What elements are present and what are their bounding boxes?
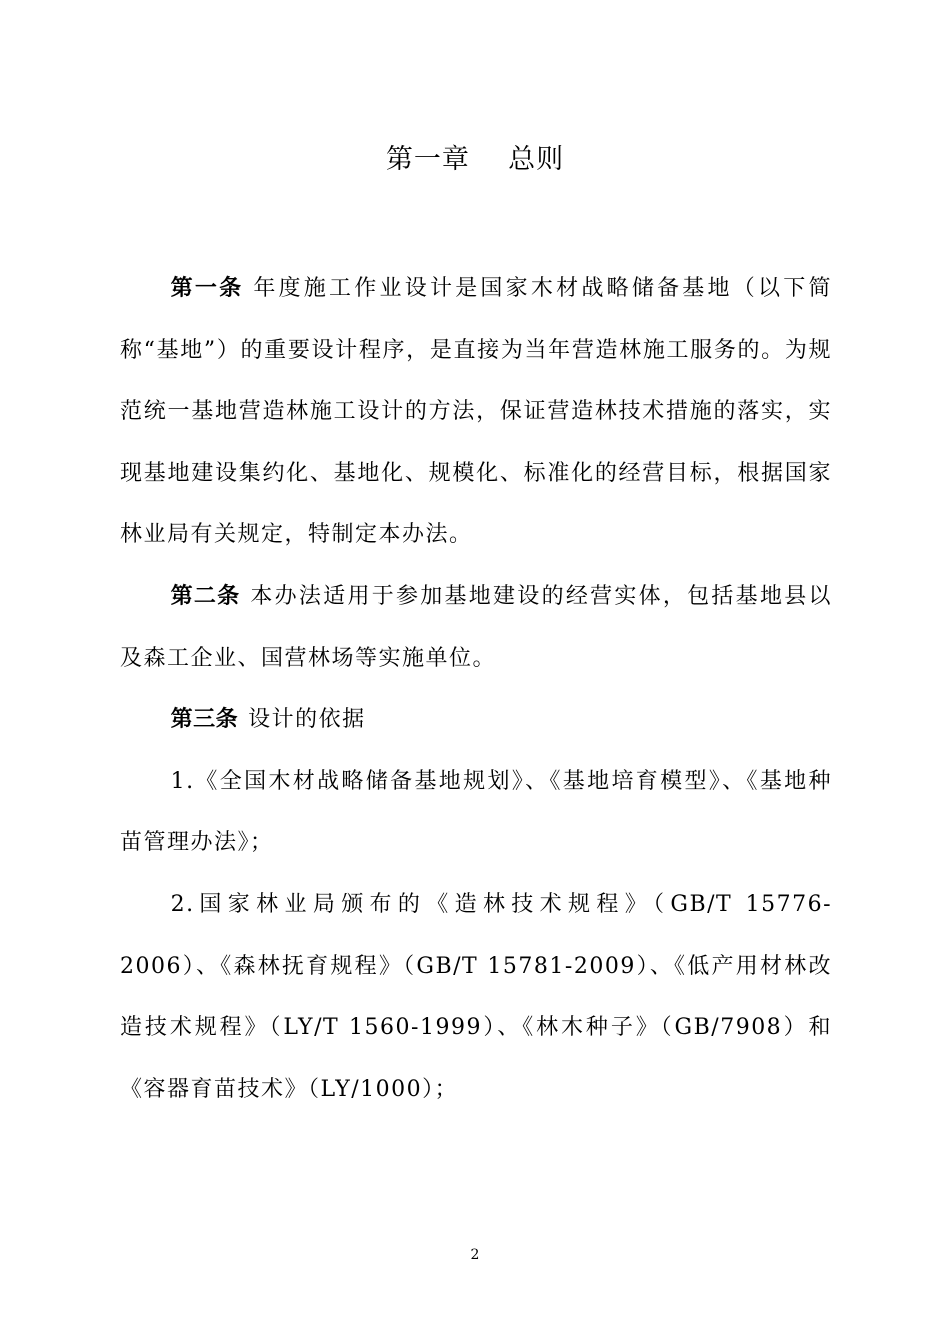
- document-body: [120, 258, 832, 1120]
- list-item-2: 2.国家林业局颁布的《造林技术规程》（GB/T 15776-2006）、《森林抚育规程》（GB/T 15781-2009）、《低产用材林改造技术规程》（LY/T 1560-1999）、《林木种子》（GB/7908）和《容器育苗技术》（LY/1000）；: [120, 891, 832, 1102]
- article-label-3: 第三条: [170, 707, 239, 733]
- article-label-2: 第二条: [170, 583, 241, 609]
- chapter-title: 第一章 总则: [385, 144, 565, 175]
- article-text-2: 本办法适用于参加基地建设的经营实体，包括基地县以及森工企业、国营林场等实施单位。: [120, 583, 832, 671]
- article-paragraph-2: [120, 566, 832, 689]
- article-paragraph-1: [120, 258, 832, 566]
- page-number: 2: [470, 1247, 480, 1263]
- article-label-1: 第一条: [170, 276, 244, 301]
- article-text-1: 年度施工作业设计是国家木材战略储备基地（以下简称“基地”）的重要设计程序，是直接为当年营造林施工服务的。为规范统一基地营造林施工设计的方法，保证营造林技术措施的落实，实现基地建设集约化、基地化、规模化、标准化的经营目标，根据国家林业局有关规定，特制定本办法。: [120, 276, 832, 548]
- list-item-1: 1.《全国木材战略储备基地规划》、《基地培育模型》、《基地种苗管理办法》；: [120, 768, 832, 856]
- article-paragraph-3: [120, 689, 832, 751]
- article-text-3: 设计的依据: [248, 707, 366, 733]
